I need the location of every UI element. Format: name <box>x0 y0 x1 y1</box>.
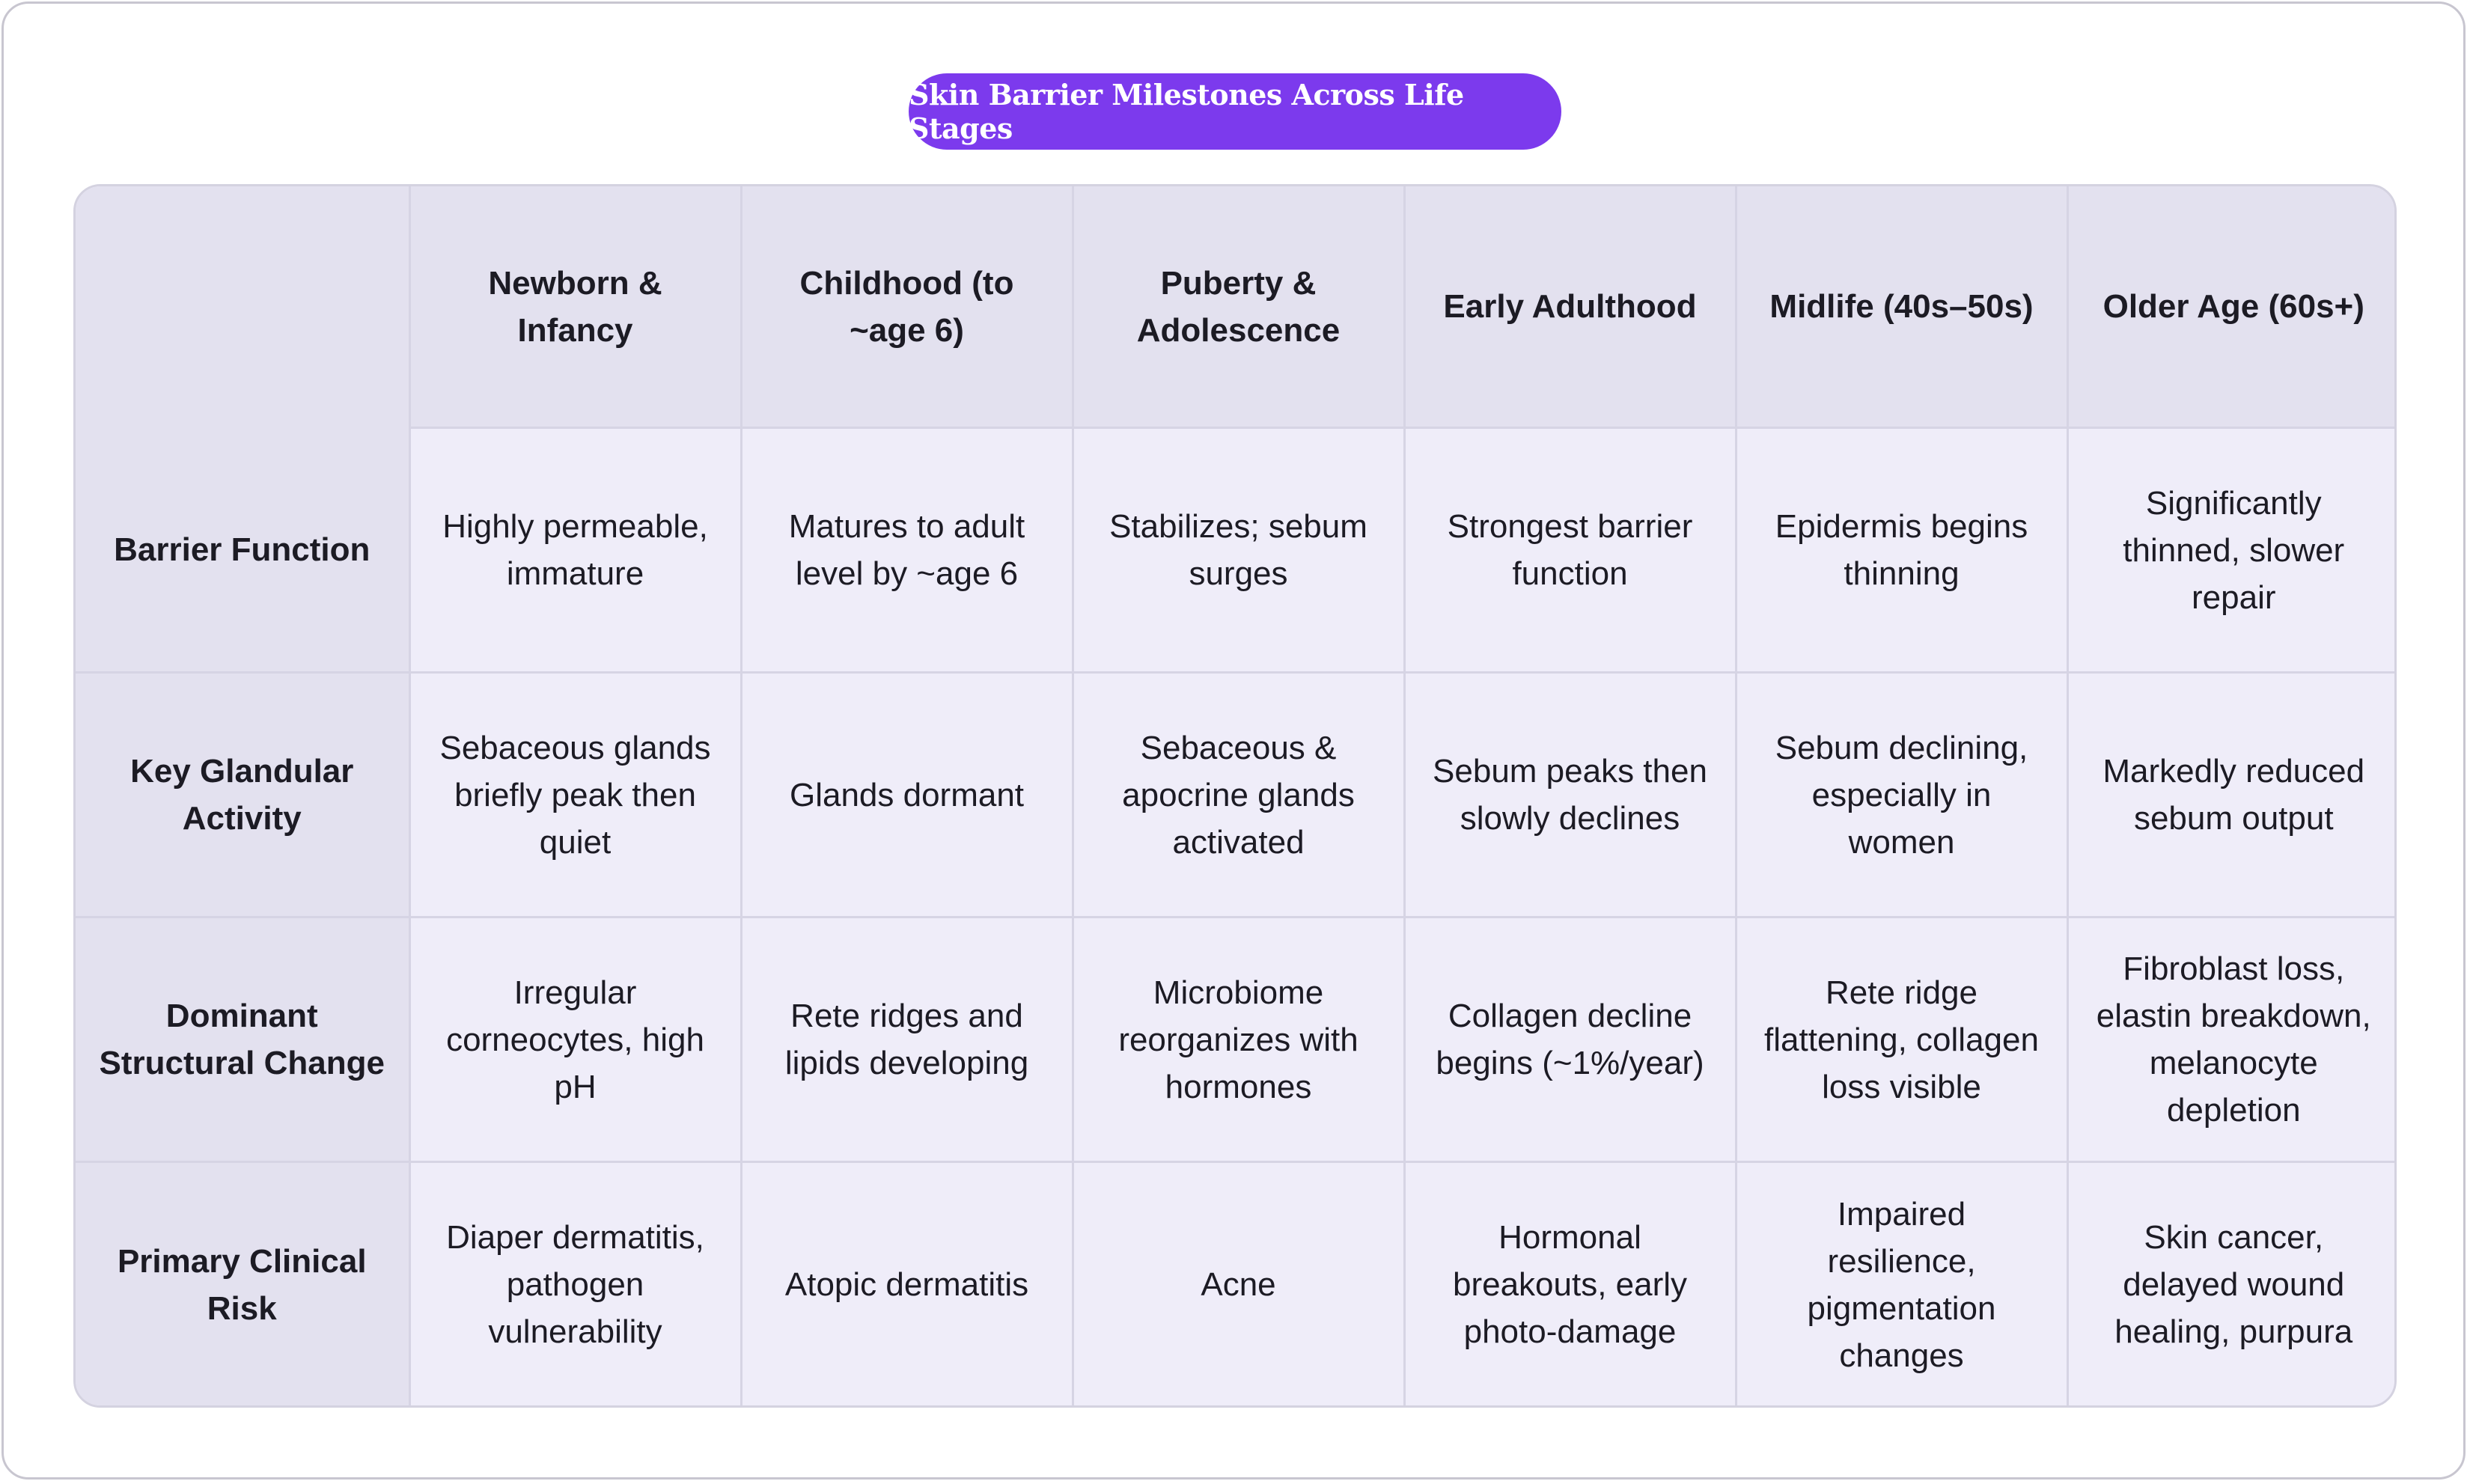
table-cell: Fibroblast loss, elastin breakdown, melanocyte depletion <box>2067 917 2397 1162</box>
table-row <box>76 1162 2397 1407</box>
table-cell: Impaired resilience, pigmentation changes <box>1736 1162 2067 1407</box>
table-cell: Irregular corneocytes, high pH <box>409 917 741 1162</box>
column-header-puberty: Puberty & Adolescence <box>1073 186 1404 428</box>
page-title: Skin Barrier Milestones Across Life Stages <box>909 73 1561 150</box>
milestones-table-container <box>73 184 2397 1408</box>
table-cell: Atopic dermatitis <box>741 1162 1073 1407</box>
table-cell: Sebaceous & apocrine glands activated <box>1073 673 1404 917</box>
table-cell: Rete ridge flattening, collagen loss visible <box>1736 917 2067 1162</box>
table-row <box>76 428 2397 673</box>
column-header-newborn: Newborn & Infancy <box>409 186 741 428</box>
table-cell: Glands dormant <box>741 673 1073 917</box>
table-cell: Collagen decline begins (~1%/year) <box>1404 917 1736 1162</box>
table-cell: Rete ridges and lipids developing <box>741 917 1073 1162</box>
table-row <box>76 917 2397 1162</box>
row-header-glandular-activity: Key Glandular Activity <box>76 673 409 917</box>
table-cell: Markedly reduced sebum output <box>2067 673 2397 917</box>
milestones-table <box>76 186 2397 1407</box>
column-header-early-adulthood: Early Adulthood <box>1404 186 1736 428</box>
table-cell: Diaper dermatitis, pathogen vulnerability <box>409 1162 741 1407</box>
table-cell: Sebum declining, especially in women <box>1736 673 2067 917</box>
column-header-midlife: Midlife (40s–50s) <box>1736 186 2067 428</box>
table-cell: Strongest barrier function <box>1404 428 1736 673</box>
table-row <box>76 673 2397 917</box>
table-cell: Acne <box>1073 1162 1404 1407</box>
table-cell: Skin cancer, delayed wound healing, purpura <box>2067 1162 2397 1407</box>
row-header-clinical-risk: Primary Clinical Risk <box>76 1162 409 1407</box>
column-header-older-age: Older Age (60s+) <box>2067 186 2397 428</box>
table-cell: Hormonal breakouts, early photo-damage <box>1404 1162 1736 1407</box>
column-header-childhood: Childhood (to ~age 6) <box>741 186 1073 428</box>
table-cell: Matures to adult level by ~age 6 <box>741 428 1073 673</box>
table-cell: Microbiome reorganizes with hormones <box>1073 917 1404 1162</box>
table-cell: Highly permeable, immature <box>409 428 741 673</box>
table-cell: Sebaceous glands briefly peak then quiet <box>409 673 741 917</box>
table-cell: Epidermis begins thinning <box>1736 428 2067 673</box>
row-header-barrier-function: Barrier Function <box>76 428 409 673</box>
table-header-row <box>76 186 2397 428</box>
row-header-structural-change: Dominant Structural Change <box>76 917 409 1162</box>
table-cell: Sebum peaks then slowly declines <box>1404 673 1736 917</box>
table-corner-cell <box>76 186 409 428</box>
table-cell: Stabilizes; sebum surges <box>1073 428 1404 673</box>
table-cell: Significantly thinned, slower repair <box>2067 428 2397 673</box>
